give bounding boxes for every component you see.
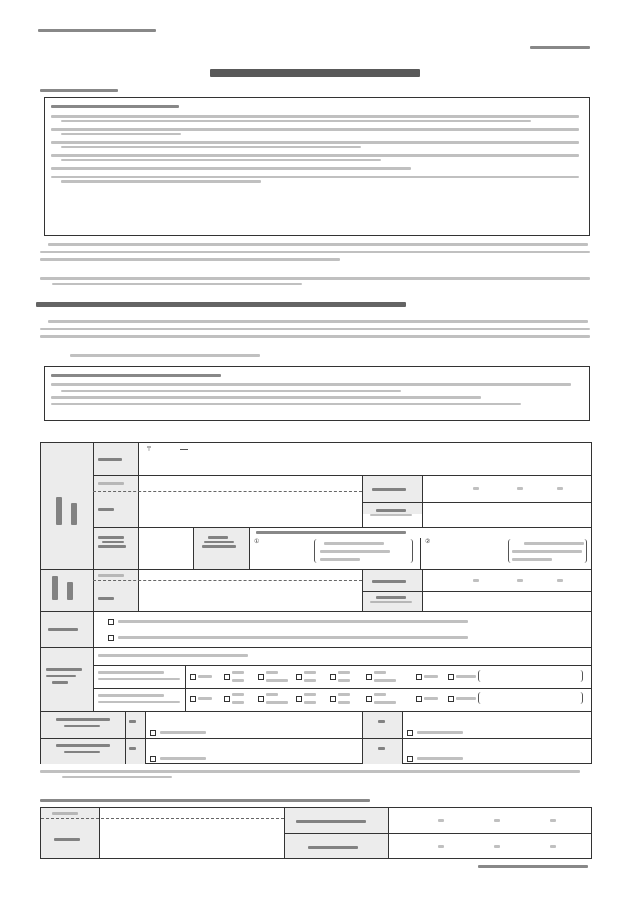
father-same-checkbox-2[interactable]	[150, 756, 156, 762]
reason-checkbox[interactable]	[190, 674, 196, 680]
mother-label-1	[378, 718, 398, 725]
reason-checkbox[interactable]	[366, 696, 372, 702]
reason-checkbox[interactable]	[416, 674, 422, 680]
child-dob-label	[372, 578, 417, 585]
applicant-dob-field[interactable]	[425, 476, 591, 501]
form-number	[38, 27, 158, 34]
reason-options-row-1	[188, 668, 590, 687]
intro-paragraph	[40, 241, 592, 263]
child-name-label	[98, 595, 132, 602]
residence-row2-label	[50, 742, 120, 755]
mynumber-label	[370, 507, 420, 518]
section2-note	[70, 352, 270, 359]
reason-checkbox[interactable]	[258, 696, 264, 702]
reason-checkbox[interactable]	[190, 696, 196, 702]
applicant-mynumber-field[interactable]	[425, 503, 591, 526]
same-as-current-3	[160, 755, 220, 762]
reason-checkbox[interactable]	[448, 674, 454, 680]
same-as-current-1	[160, 729, 220, 736]
reasons-row1-who	[98, 669, 182, 682]
address-field[interactable]	[140, 443, 361, 474]
reason-checkbox[interactable]	[296, 696, 302, 702]
reasons-row2-who	[98, 692, 182, 705]
note-1	[40, 275, 592, 287]
reason-checkbox[interactable]	[448, 696, 454, 702]
certification-option-3	[118, 634, 478, 641]
child-dob-field[interactable]	[425, 570, 591, 590]
section2-body	[40, 318, 592, 340]
same-as-current-4	[417, 755, 477, 762]
same-as-current-2	[417, 729, 477, 736]
contact-num-2: ②	[425, 538, 431, 545]
contact-num-1: ①	[254, 538, 260, 545]
mother-same-checkbox-2[interactable]	[407, 756, 413, 762]
child-name-field[interactable]	[140, 582, 361, 610]
note-2	[40, 768, 592, 780]
facility-start-label	[296, 818, 376, 825]
relation-field[interactable]	[140, 528, 192, 568]
reason-checkbox[interactable]	[224, 696, 230, 702]
reasons-instruction	[98, 652, 278, 659]
addressee	[40, 87, 120, 94]
section2-heading	[36, 302, 416, 307]
furigana-label	[98, 480, 132, 487]
father-label-2	[129, 745, 141, 752]
certification-option-2	[118, 618, 478, 625]
consent-box-heading	[51, 103, 181, 110]
child-mynumber-label	[370, 594, 420, 605]
address-label	[98, 456, 132, 463]
contact-field-2[interactable]	[432, 538, 590, 568]
mother-label-2	[378, 745, 398, 752]
child-mynumber-field[interactable]	[425, 592, 591, 610]
reason-checkbox[interactable]	[330, 696, 336, 702]
reason-checkbox[interactable]	[258, 674, 264, 680]
footer-note	[478, 863, 593, 870]
child-furigana-label	[98, 572, 132, 579]
facility-desired-label	[308, 844, 378, 851]
applicant-name-field[interactable]	[140, 493, 361, 526]
reason-checkbox[interactable]	[366, 674, 372, 680]
father-label-1	[129, 718, 141, 725]
consent-box-2-heading	[51, 372, 251, 379]
dob-label	[372, 486, 417, 493]
mother-same-checkbox-1[interactable]	[407, 730, 413, 736]
facility-name-field[interactable]	[101, 820, 283, 857]
reason-checkbox[interactable]	[330, 674, 336, 680]
applicant-side-label	[52, 495, 82, 531]
page-title	[0, 66, 630, 80]
reason-checkbox[interactable]	[416, 696, 422, 702]
consent-items	[51, 113, 581, 185]
submission-date	[530, 44, 590, 51]
certification-label	[48, 626, 88, 633]
contact-note	[256, 529, 576, 536]
child-side-label	[46, 574, 86, 606]
certification-option-2-checkbox[interactable]	[108, 619, 114, 625]
facility-furigana-label	[52, 810, 92, 817]
facility-start-date-field[interactable]	[390, 808, 590, 832]
facility-name-label	[54, 836, 94, 843]
consent-box	[44, 97, 590, 236]
residence-row1-label	[50, 716, 120, 729]
father-same-checkbox-1[interactable]	[150, 730, 156, 736]
reason-checkbox[interactable]	[296, 674, 302, 680]
postal-mark: 〒	[146, 446, 153, 453]
consent-box-2	[44, 366, 590, 421]
reasons-label	[46, 666, 88, 686]
contact-label	[200, 534, 242, 550]
reason-checkbox[interactable]	[224, 674, 230, 680]
facility-desired-date-field[interactable]	[390, 835, 590, 858]
contact-field-1[interactable]	[262, 538, 417, 568]
name-label	[98, 506, 132, 513]
consent-box-2-items	[51, 381, 581, 407]
facility-intro	[40, 797, 440, 804]
certification-option-3-checkbox[interactable]	[108, 635, 114, 641]
reason-options-row-2	[188, 690, 590, 709]
relation-label	[98, 534, 132, 550]
